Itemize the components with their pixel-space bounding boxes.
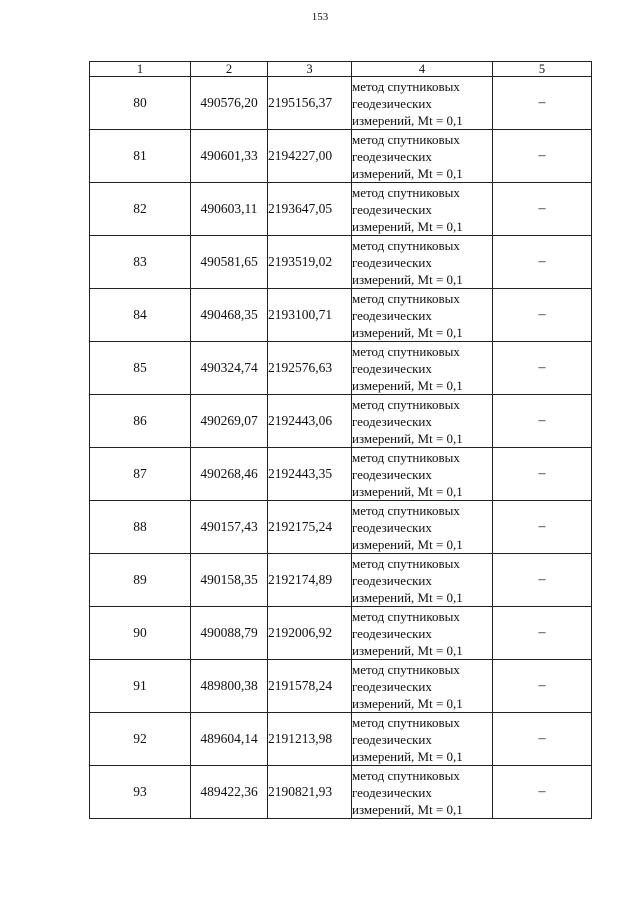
- coordinate-y: 2193100,71: [268, 289, 352, 342]
- table-row: [90, 342, 592, 395]
- method-line-1: метод спутниковых: [352, 555, 460, 571]
- method-line-2: геодезических: [352, 678, 432, 694]
- column-header-4: 4: [352, 62, 493, 77]
- coordinate-y: 2193519,02: [268, 236, 352, 289]
- method-line-1: метод спутниковых: [352, 502, 460, 518]
- method-cell: [352, 236, 493, 289]
- column-header-5: 5: [493, 62, 592, 77]
- coordinate-y: 2192174,89: [268, 554, 352, 607]
- table-row: [90, 501, 592, 554]
- coordinate-x: 489422,36: [191, 766, 268, 819]
- method-cell: [352, 342, 493, 395]
- coordinate-y: 2192443,35: [268, 448, 352, 501]
- method-line-2: геодезических: [352, 572, 432, 588]
- column-5-value: –: [493, 130, 592, 183]
- table-row: [90, 713, 592, 766]
- point-number: 92: [90, 713, 191, 766]
- point-number: 85: [90, 342, 191, 395]
- column-5-value: –: [493, 183, 592, 236]
- coordinate-y: 2193647,05: [268, 183, 352, 236]
- method-cell: [352, 183, 493, 236]
- coordinate-x: 490468,35: [191, 289, 268, 342]
- method-line-3: измерений, Mt = 0,1: [352, 589, 463, 605]
- method-line-1: метод спутниковых: [352, 449, 460, 465]
- method-cell: [352, 766, 493, 819]
- column-5-value: –: [493, 607, 592, 660]
- column-5-value: –: [493, 342, 592, 395]
- coordinate-y: 2192443,06: [268, 395, 352, 448]
- coordinate-x: 490581,65: [191, 236, 268, 289]
- coordinate-x: 490157,43: [191, 501, 268, 554]
- coordinate-y: 2192006,92: [268, 607, 352, 660]
- method-line-2: геодезических: [352, 360, 432, 376]
- coordinate-y: 2192175,24: [268, 501, 352, 554]
- table-row: [90, 660, 592, 713]
- column-5-value: –: [493, 395, 592, 448]
- method-cell: [352, 448, 493, 501]
- table-row: [90, 395, 592, 448]
- column-5-value: –: [493, 713, 592, 766]
- coordinate-y: 2191578,24: [268, 660, 352, 713]
- point-number: 88: [90, 501, 191, 554]
- point-number: 90: [90, 607, 191, 660]
- point-number: 93: [90, 766, 191, 819]
- column-5-value: –: [493, 289, 592, 342]
- coordinate-x: 489604,14: [191, 713, 268, 766]
- point-number: 80: [90, 77, 191, 130]
- method-line-2: геодезических: [352, 148, 432, 164]
- point-number: 89: [90, 554, 191, 607]
- method-line-2: геодезических: [352, 731, 432, 747]
- point-number: 86: [90, 395, 191, 448]
- coordinates-table: [89, 61, 592, 819]
- coordinate-y: 2194227,00: [268, 130, 352, 183]
- table-row: [90, 554, 592, 607]
- coordinate-y: 2195156,37: [268, 77, 352, 130]
- method-cell: [352, 289, 493, 342]
- method-line-1: метод спутниковых: [352, 78, 460, 94]
- column-5-value: –: [493, 236, 592, 289]
- table-row: [90, 289, 592, 342]
- method-line-1: метод спутниковых: [352, 237, 460, 253]
- method-cell: [352, 395, 493, 448]
- method-cell: [352, 660, 493, 713]
- coordinate-x: 490088,79: [191, 607, 268, 660]
- method-line-3: измерений, Mt = 0,1: [352, 642, 463, 658]
- table-row: [90, 77, 592, 130]
- coordinate-x: 489800,38: [191, 660, 268, 713]
- column-5-value: –: [493, 448, 592, 501]
- method-cell: [352, 713, 493, 766]
- point-number: 91: [90, 660, 191, 713]
- method-line-3: измерений, Mt = 0,1: [352, 536, 463, 552]
- coordinate-x: 490601,33: [191, 130, 268, 183]
- method-cell: [352, 607, 493, 660]
- column-header-2: 2: [191, 62, 268, 77]
- table-row: [90, 448, 592, 501]
- method-line-3: измерений, Mt = 0,1: [352, 324, 463, 340]
- table-row: [90, 236, 592, 289]
- coordinate-x: 490603,11: [191, 183, 268, 236]
- table-header-row: [90, 62, 592, 77]
- coordinate-x: 490576,20: [191, 77, 268, 130]
- method-line-1: метод спутниковых: [352, 661, 460, 677]
- method-line-3: измерений, Mt = 0,1: [352, 801, 463, 817]
- method-line-3: измерений, Mt = 0,1: [352, 165, 463, 181]
- point-number: 82: [90, 183, 191, 236]
- point-number: 84: [90, 289, 191, 342]
- method-line-2: геодезических: [352, 519, 432, 535]
- coordinate-x: 490158,35: [191, 554, 268, 607]
- coordinate-y: 2191213,98: [268, 713, 352, 766]
- method-cell: [352, 130, 493, 183]
- method-line-1: метод спутниковых: [352, 343, 460, 359]
- column-5-value: –: [493, 660, 592, 713]
- coordinate-x: 490324,74: [191, 342, 268, 395]
- table-row: [90, 607, 592, 660]
- method-line-3: измерений, Mt = 0,1: [352, 218, 463, 234]
- method-cell: [352, 554, 493, 607]
- column-header-3: 3: [268, 62, 352, 77]
- method-line-1: метод спутниковых: [352, 767, 460, 783]
- column-header-1: 1: [90, 62, 191, 77]
- method-line-2: геодезических: [352, 254, 432, 270]
- point-number: 83: [90, 236, 191, 289]
- coordinate-y: 2190821,93: [268, 766, 352, 819]
- method-line-3: измерений, Mt = 0,1: [352, 483, 463, 499]
- method-line-2: геодезических: [352, 201, 432, 217]
- method-line-2: геодезических: [352, 95, 432, 111]
- coordinate-x: 490268,46: [191, 448, 268, 501]
- method-line-2: геодезических: [352, 413, 432, 429]
- table-body: [90, 77, 592, 819]
- method-line-3: измерений, Mt = 0,1: [352, 695, 463, 711]
- coordinate-y: 2192576,63: [268, 342, 352, 395]
- method-cell: [352, 77, 493, 130]
- table-row: [90, 183, 592, 236]
- coordinate-x: 490269,07: [191, 395, 268, 448]
- point-number: 87: [90, 448, 191, 501]
- method-line-2: геодезических: [352, 307, 432, 323]
- method-line-2: геодезических: [352, 625, 432, 641]
- method-line-1: метод спутниковых: [352, 290, 460, 306]
- method-line-2: геодезических: [352, 466, 432, 482]
- method-line-3: измерений, Mt = 0,1: [352, 112, 463, 128]
- method-line-1: метод спутниковых: [352, 184, 460, 200]
- method-line-3: измерений, Mt = 0,1: [352, 377, 463, 393]
- method-line-1: метод спутниковых: [352, 131, 460, 147]
- method-line-3: измерений, Mt = 0,1: [352, 748, 463, 764]
- column-5-value: –: [493, 77, 592, 130]
- page-number: 153: [311, 11, 329, 23]
- table-row: [90, 766, 592, 819]
- point-number: 81: [90, 130, 191, 183]
- method-line-1: метод спутниковых: [352, 608, 460, 624]
- method-cell: [352, 501, 493, 554]
- column-5-value: –: [493, 501, 592, 554]
- method-line-1: метод спутниковых: [352, 714, 460, 730]
- table-row: [90, 130, 592, 183]
- column-5-value: –: [493, 766, 592, 819]
- method-line-1: метод спутниковых: [352, 396, 460, 412]
- method-line-3: измерений, Mt = 0,1: [352, 271, 463, 287]
- method-line-2: геодезических: [352, 784, 432, 800]
- method-line-3: измерений, Mt = 0,1: [352, 430, 463, 446]
- column-5-value: –: [493, 554, 592, 607]
